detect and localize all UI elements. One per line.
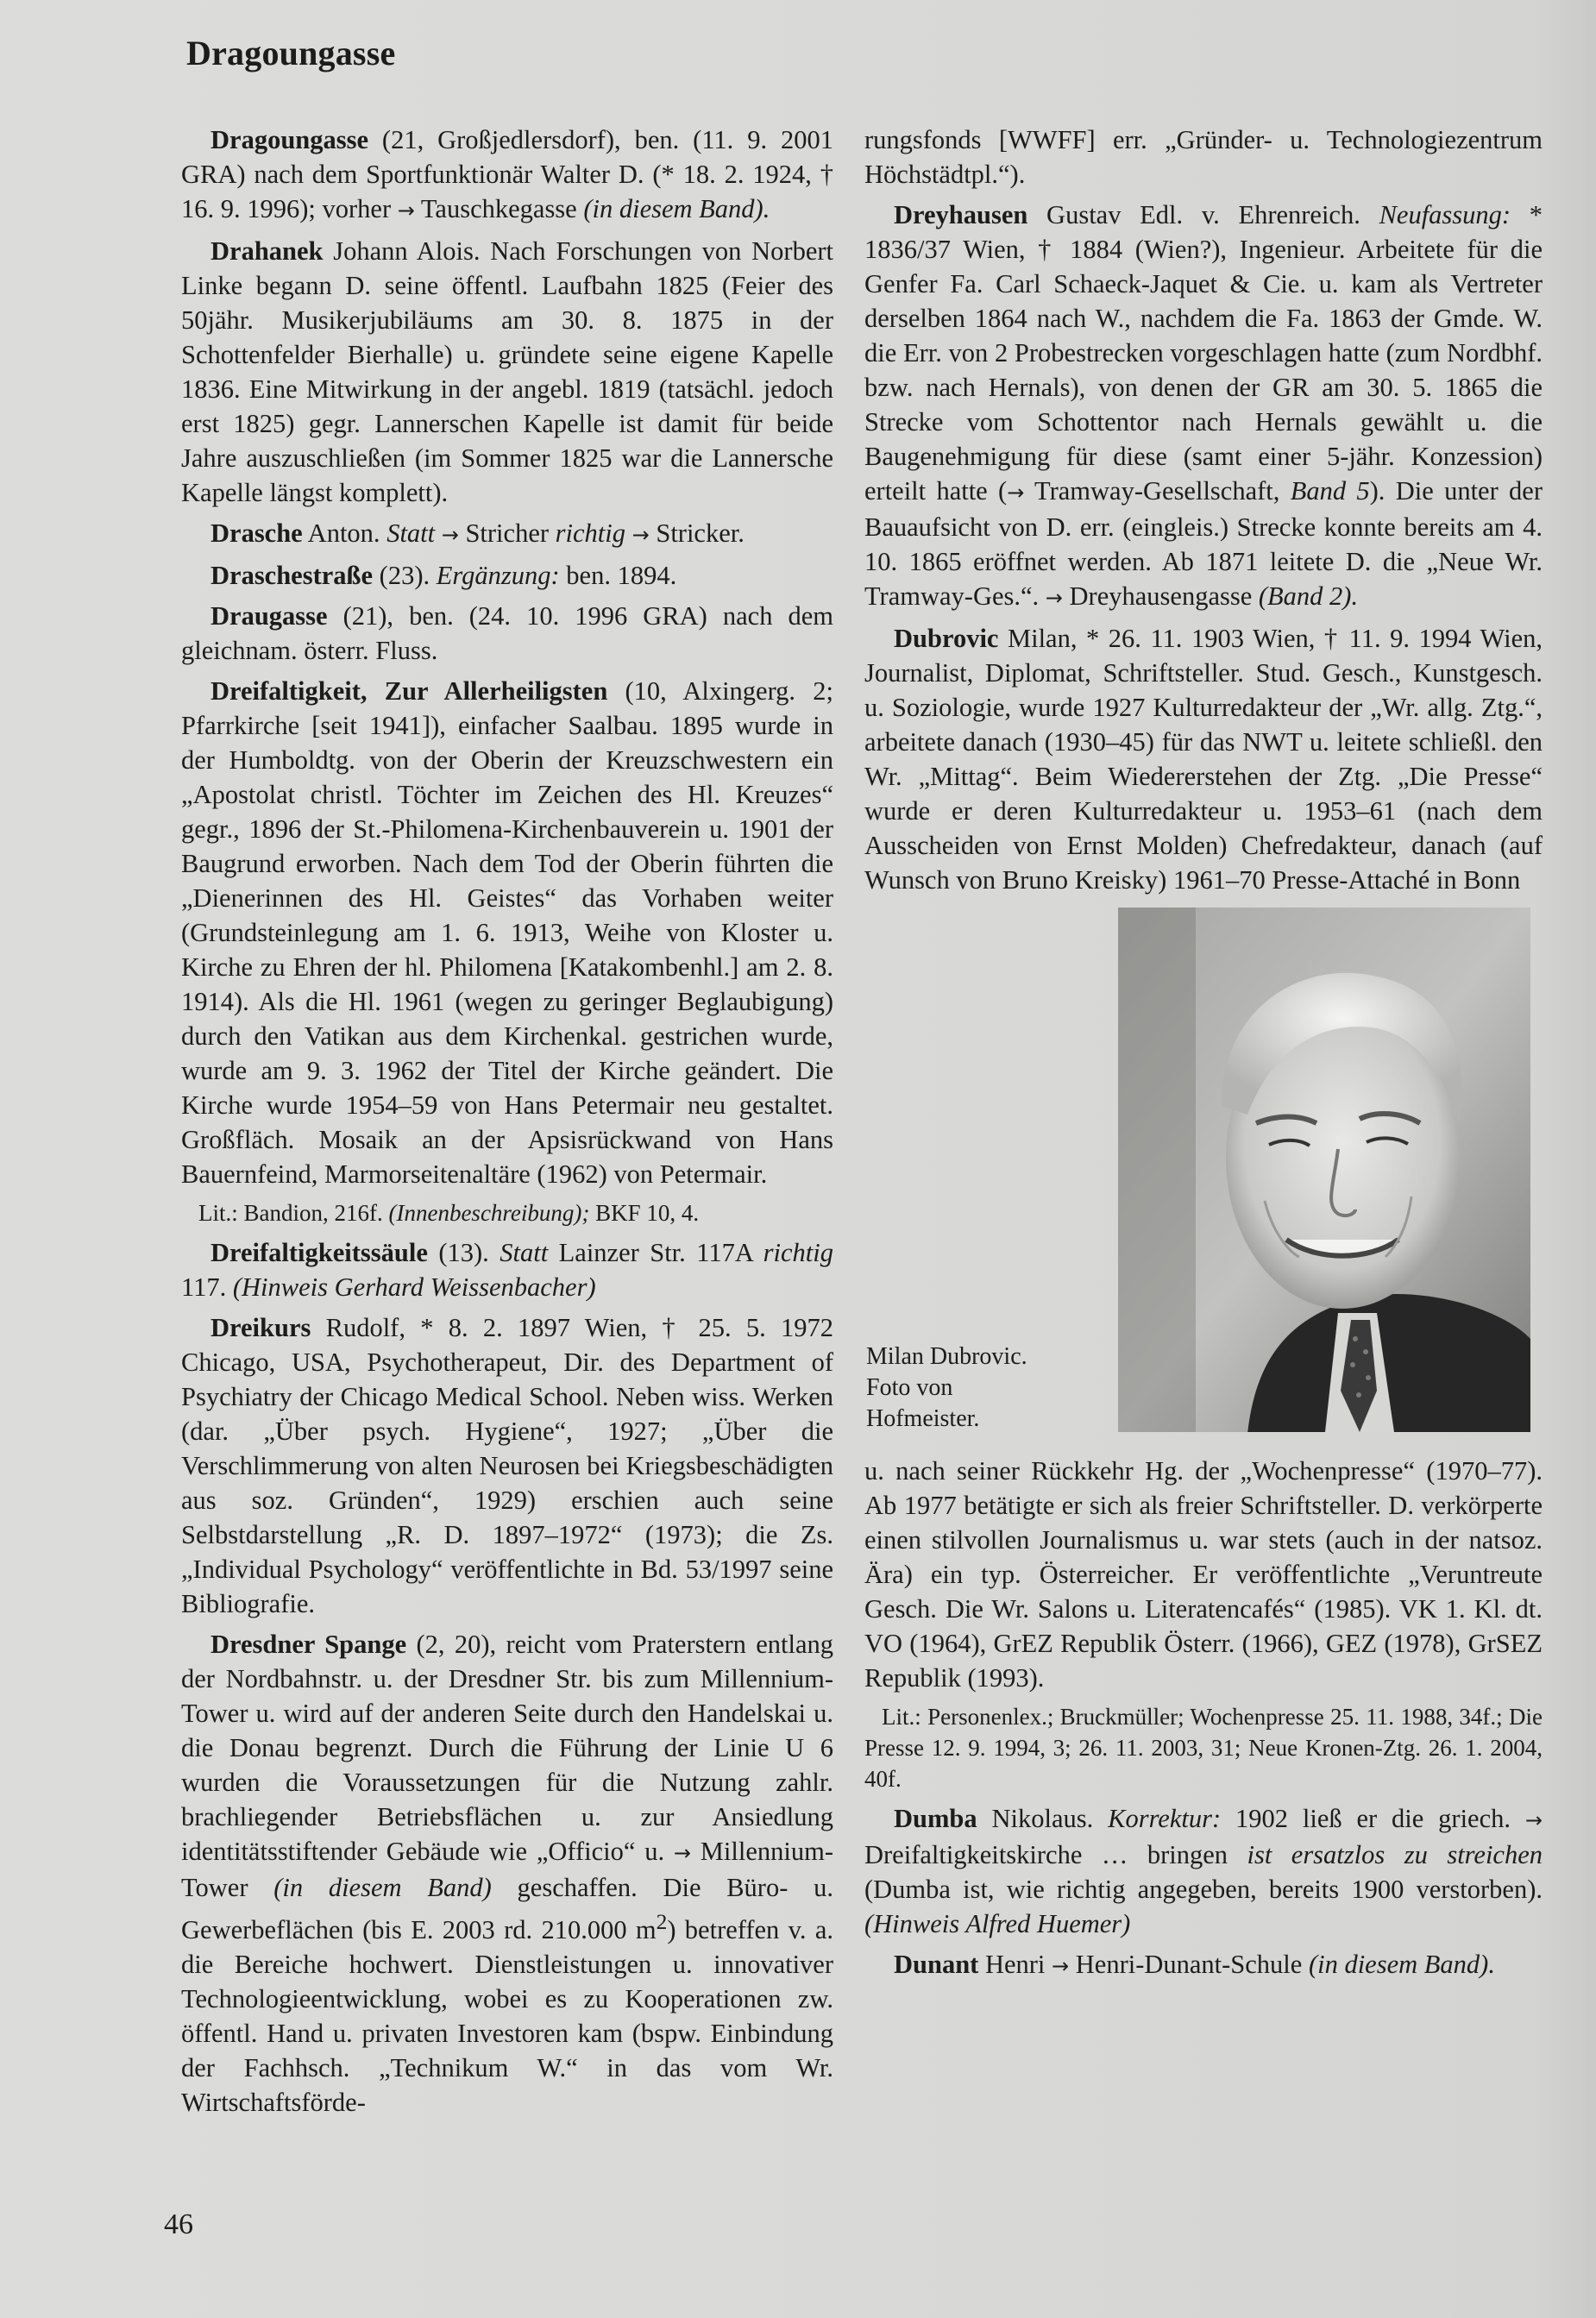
- entry-draugasse: Draugasse (21), ben. (24. 10. 1996 GRA) nach dem gleichnam. österr. Fluss.: [181, 601, 833, 665]
- cross-reference-arrow-icon: →: [1007, 481, 1025, 505]
- headword: Dumba: [894, 1804, 977, 1833]
- portrait-photo: [1118, 908, 1530, 1432]
- portrait-figure: [864, 908, 1543, 1447]
- entry-dreyhausen: Dreyhausen Gustav Edl. v. Ehrenreich. Neufassung: * 1836/37 Wien, † 1884 (Wien?), Ingenieur. Arbeitete für die Genfer Fa. Carl Schaeck-Jaquet & Cie. u. kam als Vertreter derselben 1864 nach W., nachdem die Fa. 1863 der Gmde. W. die Err. von 2 Probestrecken vorgeschlagen hatte (zum Nordbhf. bzw. nach Hernals), von denen der GR am 30. 5. 1865 die Strecke vom Schottentor nach Hernals gewählt u. die Baugenehmigung für diese (samt einer 5-jähr. Konzession) erteilt hatte (→ Tramway-Gesellschaft, Band 5). Die unter der Bauaufsicht von D. err. (eingleis.) Strecke konnte bereits am 4. 10. 1865 eröffnet werden. Ab 1871 leitete D. die „Neue Wr. Tramway-Ges.“. → Dreyhausengasse (Band 2).: [864, 200, 1543, 611]
- headword: Dreifaltigkeit, Zur Allerheiligsten: [210, 676, 608, 706]
- entry-draschestrasse: Draschestraße (23). Ergänzung: ben. 1894.: [210, 561, 677, 590]
- entry-dumba: Dumba Nikolaus. Korrektur: 1902 ließ er die griech. → Dreifaltigkeitskirche … bringen ist ersatzlos zu streichen (Dumba ist, wie richtig angegeben, bereits 1900 verstorben). (Hinweis Alfred Huemer): [864, 1804, 1543, 1938]
- headword: Dubrovic: [894, 624, 999, 653]
- cross-reference-arrow-icon: →: [673, 1841, 691, 1865]
- headword: Drahanek: [210, 236, 324, 266]
- literature-note: Lit.: Personenlex.; Bruckmüller; Wochenpresse 25. 11. 1988, 34f.; Die Presse 12. 9. 1994, 3; 26. 11. 2003, 31; Neue Kronen-Ztg. 26. 1. 2004, 40f.: [864, 1704, 1543, 1792]
- right-column: [864, 122, 1543, 1989]
- headword: Dragoungasse: [210, 125, 369, 154]
- portrait-illustration: [1118, 908, 1530, 1432]
- entry-dragoungasse: Dragoungasse (21, Großjedlersdorf), ben. (11. 9. 2001 GRA) nach dem Sportfunktionär Walter D. (* 18. 2. 1924, † 16. 9. 1996); vorher → Tauschkegasse (in diesem Band).: [181, 125, 833, 223]
- entry-drahanek: Drahanek Johann Alois. Nach Forschungen von Norbert Linke begann D. seine öffentl. Laufbahn 1825 (Feier des 50jähr. Musikerjubiläums am 30. 8. 1875 in der Schottenfelder Bierhalle) u. gründete seine eigene Kapelle 1836. Eine Mitwirkung in der angebl. 1819 (tatsächl. jedoch erst 1825) gegr. Lannerschen Kapelle ist damit für beide Jahre auszuschließen (im Sommer 1825 war die Lannersche Kapelle längst komplett).: [181, 236, 833, 507]
- literature-note: Lit.: Bandion, 216f. (Innenbeschreibung); BKF 10, 4.: [198, 1200, 700, 1226]
- photo-caption: Milan Dubrovic. Foto von Hofmeister.: [866, 1343, 1027, 1432]
- entry-drasche: Drasche Anton. Statt → Stricher richtig → Stricker.: [210, 518, 745, 548]
- entry-dunant: Dunant Henri → Henri-Dunant-Schule (in diesem Band).: [894, 1950, 1495, 1979]
- cross-reference-arrow-icon: →: [1052, 1954, 1070, 1978]
- headword: Dunant: [894, 1950, 979, 1979]
- entry-dreikurs: Dreikurs Rudolf, * 8. 2. 1897 Wien, † 25. 5. 1972 Chicago, USA, Psychotherapeut, Dir. des Department of Psychiatry der Chicago Medical School. Neben wiss. Werken (dar. „Über psych. Hygiene“, 1927; „Über die Verschlimmerung von alten Neurosen bei Kriegsbeschädigten aus soz. Gründen“, 1929) erschien auch seine Selbstdarstellung „R. D. 1897–1972“ (1973); die Zs. „Individual Psychology“ veröffentlichte in Bd. 53/1997 seine Bibliografie.: [181, 1313, 833, 1618]
- headword: Dresdner Spange: [210, 1630, 407, 1659]
- page-number: 46: [164, 2208, 193, 2240]
- headword: Dreyhausen: [894, 200, 1028, 229]
- headword: Draschestraße: [210, 561, 374, 590]
- entry-dubrovic-continued: u. nach seiner Rückkehr Hg. der „Wochenpresse“ (1970–77). Ab 1977 betätigte er sich als freier Schriftsteller. D. verkörperte einen stilvollen Journalismus u. war stets (auch in der natsoz. Ära) ein typ. Österreicher. Er veröffentlichte „Veruntreute Gesch. Die Wr. Salons u. Literatencafés“ (1985). VK 1. Kl. dt. VO (1964), GrEZ Republik Österr. (1966), GEZ (1978), GrSEZ Republik (1993).: [864, 1456, 1543, 1693]
- cross-reference-arrow-icon: →: [1524, 1808, 1543, 1832]
- entry-dresdner-spange: Dresdner Spange (2, 20), reicht vom Praterstern entlang der Nordbahnstr. u. der Dresdner Str. bis zum Millennium-Tower u. wird auf der anderen Seite durch den Handelskai u. die Donau begrenzt. Durch die Führung der Linie U 6 wurden die Voraussetzungen für die Nutzung zahlr. brachliegender Betriebsflächen u. zur Ansiedlung identitätsstiftender Gebäude wie „Officio“ u. → Millennium-Tower (in diesem Band) geschaffen. Die Büro- u. Gewerbeflächen (bis E. 2003 rd. 210.000 $m^2$) betreffen v. a. die Bereiche hochwert. Dienstleistungen u. innovativer Technologieentwicklung, wobei es zu Kooperationen zw. öffentl. Hand u. privaten Investoren kam (bspw. Einbindung der Fachhsch. „Technikum W.“ in das vom Wr. Wirtschaftsförde-: [181, 1630, 834, 2118]
- cross-reference-arrow-icon: →: [397, 198, 415, 223]
- left-column: [181, 122, 833, 2126]
- entry-dreifaltigkeit: Dreifaltigkeit, Zur Allerheiligsten (10, Alxingerg. 2; Pfarrkirche [seit 1941]), einfacher Saalbau. 1895 wurde in der Humboldtg. von der Oberin der Kreuzschwestern ein „Apostolat christl. Töchter im Zeichen des Hl. Kreuzes“ gegr., 1896 der St.-Philomena-Kirchenbauverein u. 1901 der Baugrund erworben. Nach dem Tod der Oberin führten die „Dienerinnen des Hl. Geistes“ das Vorhaben weiter (Grundsteinlegung am 1. 6. 1913, Weihe von Kloster u. Kirche zu Ehren der hl. Philomena [Katakombenhl.] am 2. 8. 1914). Als die Hl. 1961 (wegen zu geringer Beglaubigung) durch den Vatikan aus dem Kirchenkal. gestrichen wurde, wurde am 9. 3. 1962 der Titel der Kirche geändert. Die Kirche wurde 1954–59 von Hans Petermair neu gestaltet. Großfläch. Mosaik an der Apsisrückwand von Hans Bauernfeind, Marmorseitenaltäre (1962) von Petermair.: [181, 676, 833, 1189]
- entry-dreifaltigkeitssaeule: Dreifaltigkeitssäule (13). Statt Lainzer Str. 117A richtig 117. (Hinweis Gerhard Weissenbacher): [181, 1238, 833, 1302]
- entry-continuation: rungsfonds [WWFF] err. „Gründer- u. Technologiezentrum Höchstädtpl.“).: [864, 125, 1543, 189]
- entry-dubrovic: Dubrovic Milan, * 26. 11. 1903 Wien, † 11. 9. 1994 Wien, Journalist, Diplomat, Schriftsteller. Stud. Gesch., Kunstgesch. u. Soziologie, wurde 1927 Kulturredakteur der „Wr. allg. Ztg.“, arbeitete danach (1930–45) für das NWT u. leitete schließl. den Wr. „Mittag“. Beim Wiedererstehen der Ztg. „Die Presse“ wurde er deren Kulturredakteur u. 1953–61 (nach dem Ausscheiden von Ernst Molden) Chefredakteur, danach (auf Wunsch von Bruno Kreisky) 1961–70 Presse-Attaché in Bonn: [864, 624, 1543, 895]
- headword: Drasche: [210, 518, 303, 548]
- headword: Draugasse: [210, 601, 328, 631]
- headword: Dreikurs: [210, 1313, 311, 1342]
- cross-reference-arrow-icon: →: [631, 523, 650, 547]
- cross-reference-arrow-icon: →: [441, 523, 459, 547]
- running-head: Dragoungasse: [186, 34, 396, 72]
- headword: Dreifaltigkeitssäule: [210, 1238, 428, 1267]
- cross-reference-arrow-icon: →: [1045, 586, 1063, 610]
